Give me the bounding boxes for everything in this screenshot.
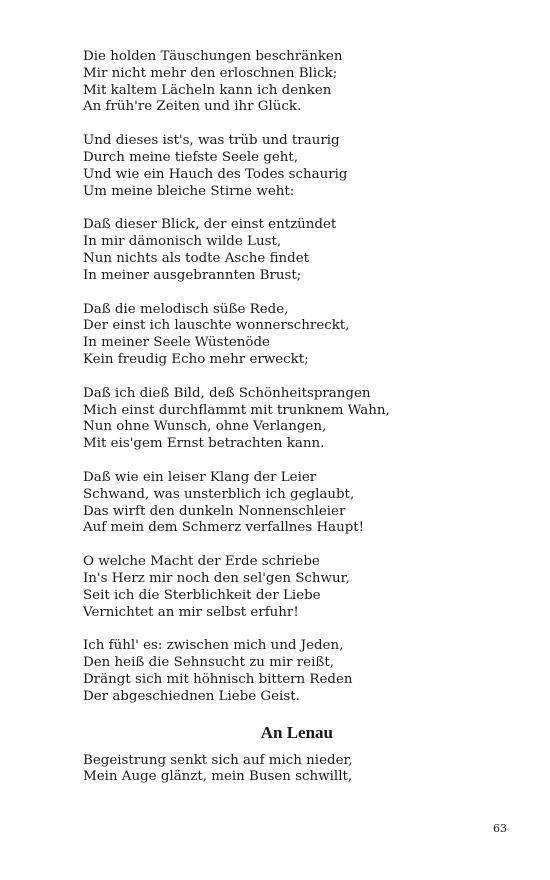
verse-line: Ich fühl' es: zwischen mich und Jeden, <box>83 638 344 654</box>
verse-line: In's Herz mir noch den sel'gen Schwur, <box>83 570 350 586</box>
verse-line: In mir dämonisch wilde Lust, <box>83 234 282 250</box>
verse-line: Mich einst durchflammt mit trunknem Wahn, <box>83 402 390 418</box>
verse-line: Daß die melodisch süße Rede, <box>83 301 289 317</box>
stanza-8 <box>83 638 483 705</box>
verse-line: Nun ohne Wunsch, ohne Verlangen, <box>83 419 327 435</box>
verse-line: Auf mein dem Schmerz verfallnes Haupt! <box>83 520 365 536</box>
verse-line: Um meine bleiche Stirne weht: <box>83 183 295 199</box>
verse-line: O welche Macht der Erde schriebe <box>83 554 320 570</box>
stanza-6 <box>83 470 483 537</box>
verse-line: Vernichtet an mir selbst erfuhr! <box>83 604 299 620</box>
verse-line: Und dieses ist's, was trüb und traurig <box>83 133 340 149</box>
verse-line: Mein Auge glänzt, mein Busen schwillt, <box>83 769 353 785</box>
verse-line: Den heiß die Sehnsucht zu mir reißt, <box>83 655 334 671</box>
verse-line: Der einst ich lauschte wonnerschreckt, <box>83 318 350 334</box>
verse-line: Der abgeschiednen Liebe Geist. <box>83 688 300 704</box>
verse-line: Mit eis'gem Ernst betrachten kann. <box>83 436 325 452</box>
page-number: 63 <box>493 822 507 835</box>
verse-line: Daß wie ein leiser Klang der Leier <box>83 469 317 485</box>
poem-text <box>83 49 483 803</box>
verse-line: Mit kaltem Lächeln kann ich denken <box>83 82 332 98</box>
verse-line: Kein freudig Echo mehr erweckt; <box>83 351 309 367</box>
verse-line: Daß dieser Blick, der einst entzündet <box>83 217 337 233</box>
verse-line: Durch meine tiefste Seele geht, <box>83 149 299 165</box>
verse-line: Und wie ein Hauch des Todes schaurig <box>83 166 348 182</box>
verse-line: Schwand, was unsterblich ich geglaubt, <box>83 486 355 502</box>
stanza-3 <box>83 217 483 284</box>
verse-line: Mir nicht mehr den erloschnen Blick; <box>83 65 338 81</box>
verse-line: Die holden Täuschungen beschränken <box>83 49 343 64</box>
poem-title: An Lenau <box>260 722 333 742</box>
verse-line: Drängt sich mit höhnisch bittern Reden <box>83 671 353 687</box>
verse-line: Begeistrung senkt sich auf mich nieder, <box>83 752 353 768</box>
stanza-1 <box>83 49 483 116</box>
verse-line: In meiner Seele Wüstenöde <box>83 335 270 351</box>
stanza-7 <box>83 554 483 621</box>
verse-line: An früh're Zeiten und ihr Glück. <box>83 99 302 115</box>
verse-line: Nun nichts als todte Asche findet <box>83 250 310 266</box>
verse-line: Daß ich dieß Bild, deß Schönheitsprangen <box>83 385 371 401</box>
verse-line: Das wirft den dunkeln Nonnenschleier <box>83 503 346 519</box>
stanza-next-poem <box>83 753 483 787</box>
verse-line: In meiner ausgebrannten Brust; <box>83 267 302 283</box>
stanza-5 <box>83 386 483 453</box>
stanza-2 <box>83 133 483 200</box>
verse-line: Seit ich die Sterblichkeit der Liebe <box>83 587 321 603</box>
stanza-4 <box>83 302 483 369</box>
